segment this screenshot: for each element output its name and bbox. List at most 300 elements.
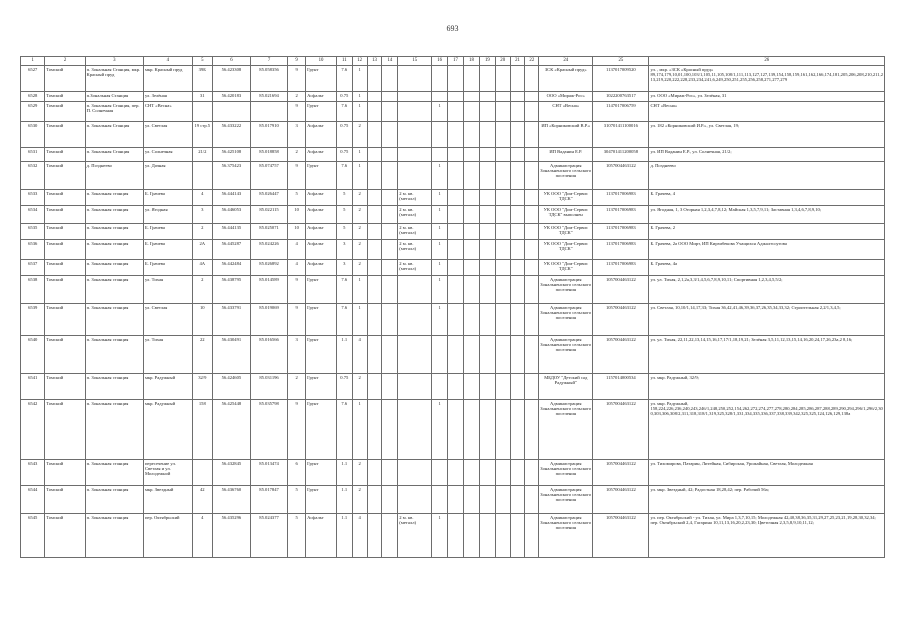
table-cell	[367, 514, 382, 558]
table-cell	[495, 460, 510, 486]
registry-table	[20, 56, 885, 558]
table-cell: 1	[352, 148, 367, 162]
table-cell	[398, 162, 432, 190]
table-cell	[525, 224, 539, 240]
table-cell: 85.058356	[251, 66, 288, 92]
table-cell	[479, 276, 495, 304]
table-cell: п.Зональная Станция	[85, 92, 143, 102]
table-cell: пер. Октябрьский	[143, 514, 192, 558]
table-cell: п. Зональная Станция	[85, 148, 143, 162]
table-cell	[495, 514, 510, 558]
table-cell: 85.035798	[251, 400, 288, 460]
table-cell	[398, 102, 432, 122]
table-cell	[464, 206, 480, 224]
table-cell: 85.025071	[251, 224, 288, 240]
table-cell: 1057004463122	[593, 400, 649, 460]
table-cell: 1022200763517	[593, 92, 649, 102]
table-cell: Грунт	[306, 374, 337, 400]
table-cell	[479, 92, 495, 102]
table-cell: п. Зональная станция	[85, 514, 143, 558]
table-cell	[495, 122, 510, 148]
table-cell: 1137017006983	[593, 260, 649, 276]
table-cell: 2А	[192, 240, 212, 260]
table-cell: УК ООО "Дом-Сервис ТДСК"	[539, 240, 593, 260]
header-cell: 9	[288, 57, 306, 66]
table-cell: 7.6	[336, 162, 352, 190]
table-cell: ул. ИП Ваданин Е.Р., ул. Солнечная, 21/2;	[649, 148, 885, 162]
table-cell: 4	[352, 514, 367, 558]
table-cell	[448, 224, 464, 240]
table-cell: 9	[288, 162, 306, 190]
table-cell: 1	[432, 240, 448, 260]
table-cell	[510, 102, 525, 122]
table-cell: 2	[352, 224, 367, 240]
table-cell: 1147017006759	[593, 102, 649, 122]
table-cell: 2	[352, 206, 367, 224]
table-cell: Грунт	[306, 400, 337, 460]
table-cell	[495, 224, 510, 240]
table-cell: 6540	[21, 336, 45, 374]
table-cell	[479, 162, 495, 190]
table-cell	[464, 92, 480, 102]
table-cell	[367, 102, 382, 122]
table-cell	[479, 260, 495, 276]
table-row	[21, 66, 885, 92]
table-cell: 5	[288, 190, 306, 206]
table-row	[21, 304, 885, 336]
table-cell: 85.024226	[251, 240, 288, 260]
table-cell: Администрация Зональненского сельского поселения	[539, 486, 593, 514]
table-cell: д. Позднеево	[649, 162, 885, 190]
table-cell: 1137017006983	[593, 224, 649, 240]
table-cell: Томский	[45, 92, 85, 102]
table-cell: 7.6	[336, 304, 352, 336]
table-cell	[382, 400, 398, 460]
table-cell: Асфальт	[306, 260, 337, 276]
table-cell: 56.446053	[212, 206, 250, 224]
table-cell: 2 м. кв. (металл)	[398, 514, 432, 558]
header-cell: 26	[649, 57, 885, 66]
table-cell: п. Зональная станция	[85, 304, 143, 336]
table-cell: 5	[288, 514, 306, 558]
table-cell: Б. Грачева	[143, 224, 192, 240]
table-cell	[382, 374, 398, 400]
table-cell	[448, 162, 464, 190]
table-cell: 7.6	[336, 66, 352, 92]
table-cell	[464, 102, 480, 122]
table-cell: 85.031196	[251, 374, 288, 400]
table-cell: 2	[288, 92, 306, 102]
table-cell: Б. Грачева, 2а ООО Мирт, ИП Кирзибекова Учащихся Аджалтсоугова	[649, 240, 885, 260]
table-cell: 1	[432, 162, 448, 190]
table-cell: Томский	[45, 304, 85, 336]
table-cell	[448, 276, 464, 304]
table-cell: Асфальт	[306, 92, 337, 102]
table-cell: 56.425108	[212, 148, 250, 162]
table-cell: 1	[352, 66, 367, 92]
table-cell	[464, 276, 480, 304]
table-cell	[510, 400, 525, 460]
table-cell: Б. Грачева, 4а	[649, 260, 885, 276]
header-cell: 4	[143, 57, 192, 66]
table-cell: п. Зональная станция	[85, 460, 143, 486]
table-cell	[448, 400, 464, 460]
table-cell: 32/9	[192, 374, 212, 400]
table-cell: 3	[192, 206, 212, 224]
table-cell: 7.6	[336, 400, 352, 460]
table-cell	[367, 122, 382, 148]
header-cell: 11	[336, 57, 352, 66]
header-cell: 17	[448, 57, 464, 66]
table-cell: 2	[352, 486, 367, 514]
table-cell: 0.75	[336, 374, 352, 400]
table-cell	[448, 92, 464, 102]
table-cell: 5	[336, 224, 352, 240]
table-cell: 19 стр.5	[192, 122, 212, 148]
table-cell	[398, 400, 432, 460]
table-cell	[192, 460, 212, 486]
table-cell	[448, 260, 464, 276]
header-cell: 20	[495, 57, 510, 66]
table-cell: 2	[288, 148, 306, 162]
table-cell: 56.442484	[212, 260, 250, 276]
table-cell: Грунт	[306, 460, 337, 486]
table-cell	[432, 374, 448, 400]
table-cell: 6538	[21, 276, 45, 304]
table-cell	[495, 190, 510, 206]
table-cell	[367, 486, 382, 514]
table-cell: 158	[192, 400, 212, 460]
table-cell: 4	[288, 240, 306, 260]
table-row	[21, 162, 885, 190]
table-cell: Грунт	[306, 102, 337, 122]
table-cell: 4	[192, 190, 212, 206]
table-cell: п. Зональная станция	[85, 260, 143, 276]
table-cell	[448, 102, 464, 122]
table-cell: Томский	[45, 162, 85, 190]
table-cell: 7.6	[336, 276, 352, 304]
table-cell	[525, 162, 539, 190]
table-cell	[382, 336, 398, 374]
table-cell	[398, 276, 432, 304]
table-cell: ЗСК «Красный пруд»	[539, 66, 593, 92]
table-cell: ул. Светлая	[143, 122, 192, 148]
table-cell	[432, 92, 448, 102]
table-cell: ООО «Мираж-Рос»	[539, 92, 593, 102]
table-cell	[510, 460, 525, 486]
table-cell: 39Б	[192, 66, 212, 92]
table-cell: 3	[288, 122, 306, 148]
table-cell: 85.021694	[251, 92, 288, 102]
table-cell: 6542	[21, 400, 45, 460]
table-cell: Грунт	[306, 66, 337, 92]
table-cell: ул. Зелёная	[143, 92, 192, 102]
table-cell: ул. ООО «Мираж-Рос», ул. Зелёная, 31	[649, 92, 885, 102]
table-cell: Асфальт	[306, 240, 337, 260]
table-cell	[479, 514, 495, 558]
table-cell: 1	[352, 304, 367, 336]
table-cell: УК ООО "Дом-Сервис ТДСК"	[539, 190, 593, 206]
table-row	[21, 206, 885, 224]
table-cell: п. Зональная Станция, пер. П. Солнечная	[85, 102, 143, 122]
table-cell: Томский	[45, 460, 85, 486]
header-cell: 16	[432, 57, 448, 66]
table-cell	[525, 400, 539, 460]
table-cell: СНТ «Весна»	[649, 102, 885, 122]
table-cell: 0.75	[336, 122, 352, 148]
table-cell: 85.074757	[251, 162, 288, 190]
table-cell: мкр. Радужный	[143, 374, 192, 400]
table-cell: 1057004463122	[593, 276, 649, 304]
table-cell: ИП Ваданин Е.Р.	[539, 148, 593, 162]
table-cell: 1057004463122	[593, 336, 649, 374]
table-cell: 85.014589	[251, 276, 288, 304]
table-cell: 1	[432, 400, 448, 460]
table-cell	[525, 304, 539, 336]
table-row	[21, 190, 885, 206]
table-cell: Томский	[45, 206, 85, 224]
table-cell: ИП «Корниковский В.Р.»	[539, 122, 593, 148]
table-cell: п. Зональная станция	[85, 240, 143, 260]
table-cell	[398, 374, 432, 400]
table-cell: пересечение ул. Светлая и ул. Молодежной	[143, 460, 192, 486]
table-cell	[432, 66, 448, 92]
table-cell: ул. , мкр. «ЗСК «Красный пруд» 89,174,179,10,01,100,103/1,105,11,105,108/1,111,113,127,127,139,154,158,159,161,162,166,174,181,205,206,208,210,211,213,219,220,222,228,233,234,241,6,249,250,251,255,256,258,271,277,279	[649, 66, 885, 92]
table-cell: 56.435296	[212, 514, 250, 558]
table-cell: Б. Грачева	[143, 190, 192, 206]
table-cell	[251, 102, 288, 122]
page-number: 693	[446, 24, 459, 33]
table-cell: 56.420183	[212, 92, 250, 102]
table-cell: 56.432845	[212, 460, 250, 486]
table-cell: 1137017006983	[593, 240, 649, 260]
table-cell	[382, 276, 398, 304]
table-cell	[382, 92, 398, 102]
header-cell: 12	[352, 57, 367, 66]
table-cell: 2 м. кв. (металл)	[398, 240, 432, 260]
header-cell: 22	[525, 57, 539, 66]
table-row	[21, 102, 885, 122]
table-cell	[495, 336, 510, 374]
table-cell: МБДОУ "Детский сад Радужный"	[539, 374, 593, 400]
table-cell: 56.438795	[212, 276, 250, 304]
table-cell: 2	[352, 374, 367, 400]
table-cell	[382, 206, 398, 224]
header-cell: 25	[593, 57, 649, 66]
table-cell	[510, 148, 525, 162]
table-row	[21, 224, 885, 240]
table-cell: 42	[192, 486, 212, 514]
table-cell	[525, 148, 539, 162]
table-cell: 9	[288, 304, 306, 336]
table-cell	[510, 276, 525, 304]
table-cell: ул. Тихая	[143, 336, 192, 374]
table-cell	[367, 374, 382, 400]
header-cell: 7	[251, 57, 288, 66]
table-cell: 3	[336, 240, 352, 260]
table-cell: Асфальт	[306, 190, 337, 206]
table-cell	[510, 224, 525, 240]
table-cell: 6541	[21, 374, 45, 400]
table-row	[21, 374, 885, 400]
table-cell	[510, 240, 525, 260]
table-cell: 2	[352, 122, 367, 148]
table-cell: 3	[336, 260, 352, 276]
table-cell	[495, 400, 510, 460]
table-cell	[432, 336, 448, 374]
table-row	[21, 460, 885, 486]
table-cell: Томский	[45, 514, 85, 558]
table-cell: 4	[352, 336, 367, 374]
table-cell	[367, 224, 382, 240]
table-cell: 56.423308	[212, 66, 250, 92]
table-cell: Администрация Зональненского сельского поселения	[539, 514, 593, 558]
table-cell: Томский	[45, 374, 85, 400]
table-cell: 1	[432, 190, 448, 206]
table-cell: ул. Светлая	[143, 304, 192, 336]
table-cell	[510, 374, 525, 400]
table-cell: 85.026447	[251, 190, 288, 206]
table-cell	[479, 190, 495, 206]
table-cell	[495, 148, 510, 162]
table-cell: 1057004463122	[593, 460, 649, 486]
table-cell	[510, 66, 525, 92]
table-cell	[382, 224, 398, 240]
table-cell	[525, 374, 539, 400]
table-cell: 9	[288, 66, 306, 92]
table-cell	[464, 486, 480, 514]
table-row	[21, 486, 885, 514]
table-cell	[525, 66, 539, 92]
table-row	[21, 92, 885, 102]
table-cell: Администрация Зональненского сельского поселения	[539, 400, 593, 460]
table-cell	[192, 102, 212, 122]
table-cell	[479, 486, 495, 514]
table-cell: 56.425448	[212, 400, 250, 460]
table-cell: 1	[432, 276, 448, 304]
header-cell: 1	[21, 57, 45, 66]
table-cell: 6536	[21, 240, 45, 260]
table-cell	[448, 374, 464, 400]
table-cell: 1137017009520	[593, 66, 649, 92]
table-cell	[525, 276, 539, 304]
table-cell	[382, 148, 398, 162]
table-cell: 6534	[21, 206, 45, 224]
table-cell	[432, 122, 448, 148]
table-cell	[432, 460, 448, 486]
table-cell: Томский	[45, 486, 85, 514]
table-cell: 2 м. кв. (металл)	[398, 206, 432, 224]
table-cell: 4А	[192, 260, 212, 276]
table-cell: ул. Светлая, 10,10/1,14,17,33; Тихая 36,42,41,46,39,36,37,26,35,34,33,32; Строительная 2,2/1,3,4,5;	[649, 304, 885, 336]
table-cell	[479, 206, 495, 224]
table-cell: 3	[288, 336, 306, 374]
table-cell: 5	[336, 206, 352, 224]
table-cell	[525, 486, 539, 514]
table-cell: 56.433791	[212, 304, 250, 336]
table-cell	[479, 148, 495, 162]
table-cell: д. Позднеево	[85, 162, 143, 190]
table-cell: ул. Ягодная	[143, 206, 192, 224]
table-cell: 21/2	[192, 148, 212, 162]
table-cell: 1	[352, 92, 367, 102]
table-cell	[495, 260, 510, 276]
table-cell: Грунт	[306, 336, 337, 374]
table-cell	[464, 260, 480, 276]
table-cell: Грунт	[306, 276, 337, 304]
table-cell: Томский	[45, 240, 85, 260]
table-cell: 56.433222	[212, 122, 250, 148]
table-cell	[367, 190, 382, 206]
table-cell	[510, 190, 525, 206]
table-cell: 1	[352, 102, 367, 122]
table-cell	[479, 224, 495, 240]
table-cell: УК ООО "Дом-Сервис ТДСК"	[539, 260, 593, 276]
table-cell	[495, 102, 510, 122]
header-cell: 21	[510, 57, 525, 66]
table-cell: 6530	[21, 122, 45, 148]
table-cell	[398, 122, 432, 148]
table-cell: Томский	[45, 148, 85, 162]
table-cell: 6533	[21, 190, 45, 206]
table-cell	[479, 122, 495, 148]
table-cell: 2	[352, 190, 367, 206]
table-cell	[464, 240, 480, 260]
table-cell: 2	[288, 374, 306, 400]
table-cell	[510, 304, 525, 336]
table-cell	[448, 336, 464, 374]
table-cell	[464, 374, 480, 400]
table-cell: 4	[288, 260, 306, 276]
table-cell: ул. Дачная	[143, 162, 192, 190]
table-cell: 1.1	[336, 460, 352, 486]
table-cell: Б. Грачева, 2	[649, 224, 885, 240]
table-cell	[464, 336, 480, 374]
table-row	[21, 276, 885, 304]
table-cell: 1	[432, 206, 448, 224]
header-cell: 6	[212, 57, 250, 66]
table-cell: 6527	[21, 66, 45, 92]
table-cell	[495, 374, 510, 400]
table-cell	[367, 66, 382, 92]
table-cell	[525, 336, 539, 374]
table-cell	[432, 486, 448, 514]
table-cell: 1.1	[336, 514, 352, 558]
table-cell: 1057004463122	[593, 304, 649, 336]
table-cell	[525, 190, 539, 206]
table-cell	[495, 92, 510, 102]
table-cell	[192, 162, 212, 190]
table-cell: Асфальт	[306, 122, 337, 148]
table-cell	[448, 190, 464, 206]
table-cell	[398, 304, 432, 336]
table-cell: Б. Грачева	[143, 260, 192, 276]
table-cell	[479, 400, 495, 460]
table-cell	[382, 460, 398, 486]
table-cell	[382, 304, 398, 336]
table-cell: ул. Ягодная, 1, 3 Огорная 1,2,3,4,7,8,12; Майская 1,3,5,7,9,11; Заставная 1,3,4,6,7,8,9,10;	[649, 206, 885, 224]
table-cell	[448, 304, 464, 336]
table-cell: мкр. Радужный	[143, 400, 192, 460]
table-cell	[495, 162, 510, 190]
table-cell	[510, 206, 525, 224]
header-cell: 19	[479, 57, 495, 66]
table-cell	[367, 206, 382, 224]
table-row	[21, 148, 885, 162]
table-cell: 1.1	[336, 486, 352, 514]
table-cell: Б. Грачева	[143, 240, 192, 260]
table-cell	[525, 240, 539, 260]
